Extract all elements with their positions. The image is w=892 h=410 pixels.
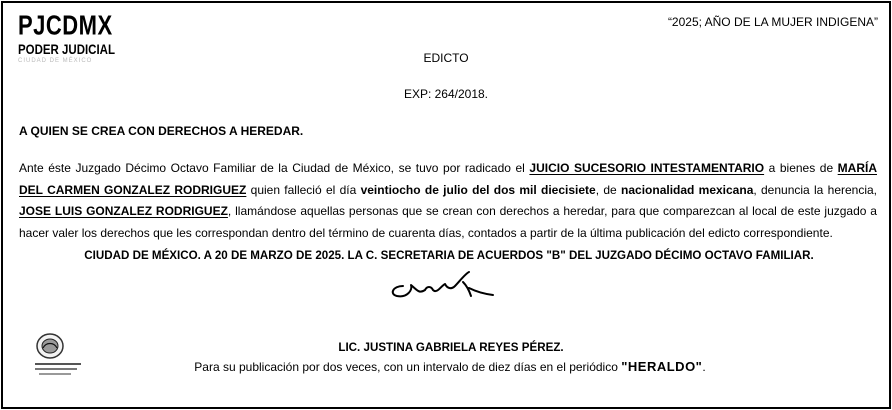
body-text: , llamándose aquellas personas que se crean con derechos a heredar, para que comparezcan al local de este juzgado a hacer valer los derechos que les correspondan dentro del término de cuarenta días, contados a partir de la última publicación del edicto correspondiente.	[19, 204, 877, 240]
death-date: veintiocho de julio del dos mil diecisiete	[360, 182, 596, 197]
newspaper-name: "HERALDO"	[621, 359, 703, 374]
official-name: LIC. JUSTINA GABRIELA REYES PÉREZ.	[338, 341, 564, 354]
publication-text: Para su publicación por dos veces, con un intervalo de diez días en el periódico	[194, 360, 622, 374]
publication-end: .	[702, 360, 706, 374]
closing-statement: CIUDAD DE MÉXICO. A 20 DE MARZO DE 2025. LA C. SECRETARIA DE ACUERDOS "B" DEL JUZGADO DÉCIMO OCTAVO FAMILIAR.	[84, 249, 814, 262]
proceeding-type: JUICIO SUCESORIO INTESTAMENTARIO	[529, 161, 765, 175]
publication-note	[0, 359, 892, 374]
document-title: EDICTO	[423, 51, 469, 65]
logo-acronym: PJCDMX	[18, 9, 113, 41]
addressee: A QUIEN SE CREA CON DERECHOS A HEREDAR.	[19, 124, 304, 138]
handwritten-signature	[385, 268, 495, 302]
deceased-name: MARÍA DEL CARMEN GONZALEZ RODRIGUEZ	[19, 161, 877, 197]
nationality: nacionalidad mexicana	[621, 182, 754, 197]
body-text: Ante éste Juzgado Décimo Octavo Familiar de la Ciudad de México, se tuvo por radicado el	[19, 161, 530, 175]
file-number: EXP: 264/2018.	[403, 87, 489, 101]
body-text: a bienes de	[764, 161, 838, 175]
edict-body	[19, 158, 877, 244]
body-text: , denuncia la herencia,	[753, 182, 878, 197]
year-motto: “2025; AÑO DE LA MUJER INDIGENA”	[667, 15, 878, 29]
body-text: , de	[595, 182, 622, 197]
body-text: quien falleció el día	[246, 182, 361, 197]
logo-subtitle: CIUDAD DE MÉXICO	[18, 58, 93, 64]
logo-name: PODER JUDICIAL	[18, 41, 115, 57]
claimant-name: JOSE LUIS GONZALEZ RODRIGUEZ	[19, 204, 228, 218]
